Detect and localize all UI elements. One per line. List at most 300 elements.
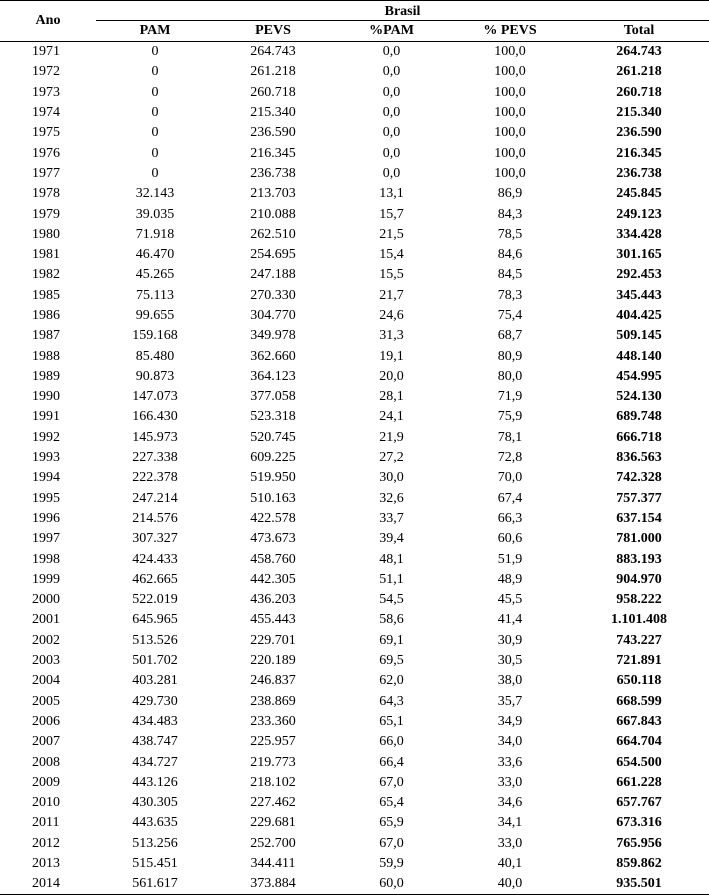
- cell-pevs: 422.578: [250, 510, 296, 526]
- cell-pct-pevs: 34,6: [497, 795, 523, 811]
- table-row: [0, 123, 709, 143]
- cell-pam: 0: [151, 165, 159, 181]
- cell-total: 345.443: [616, 287, 662, 303]
- cell-pct-pam: 15,5: [379, 267, 404, 283]
- cell-ano: 2010: [32, 795, 60, 811]
- cell-pct-pam: 21,5: [379, 226, 404, 242]
- table-row: [0, 387, 709, 407]
- cell-ano: 1980: [32, 226, 60, 242]
- cell-pevs: 344.411: [250, 856, 296, 872]
- table-row: [0, 854, 709, 874]
- cell-ano: 2002: [32, 632, 60, 648]
- cell-pct-pam: 69,5: [379, 653, 404, 669]
- table-row: [0, 103, 709, 123]
- table-row: [0, 225, 709, 245]
- cell-total: 883.193: [616, 551, 662, 567]
- cell-pam: 462.665: [132, 571, 178, 587]
- table-row: [0, 468, 709, 488]
- cell-pevs: 254.695: [250, 247, 296, 263]
- cell-pevs: 262.510: [250, 226, 296, 242]
- cell-pct-pam: 21,9: [379, 429, 404, 445]
- cell-total: 236.590: [616, 125, 662, 141]
- cell-pct-pevs: 34,9: [497, 713, 523, 729]
- cell-pct-pevs: 68,7: [497, 328, 523, 344]
- cell-pct-pam: 15,7: [379, 206, 404, 222]
- cell-pct-pam: 32,6: [379, 490, 404, 506]
- cell-total: 668.599: [616, 693, 662, 709]
- header-region: Brasil: [96, 1, 709, 21]
- cell-pevs: 364.123: [250, 368, 296, 384]
- header-pevs: PEVS: [214, 21, 332, 42]
- table-row: [0, 570, 709, 590]
- cell-pam: 166.430: [132, 409, 178, 425]
- cell-total: 935.501: [569, 874, 709, 895]
- cell-ano: 2006: [32, 713, 60, 729]
- cell-pam: 247.214: [132, 490, 178, 506]
- cell-pct-pam: 33,7: [379, 510, 404, 526]
- cell-pct-pam: 48,1: [379, 551, 404, 567]
- table-row: [0, 428, 709, 448]
- cell-pam: 0: [151, 84, 159, 100]
- cell-pct-pevs: 100,0: [494, 105, 526, 121]
- table-row: [0, 204, 709, 224]
- cell-pct-pevs: 67,4: [497, 490, 523, 506]
- cell-pam: 227.338: [132, 450, 178, 466]
- cell-total: 657.767: [616, 795, 662, 811]
- cell-pct-pevs: 100,0: [494, 145, 526, 161]
- table-row: [0, 610, 709, 630]
- table-row: [0, 732, 709, 752]
- cell-pct-pam: 30,0: [379, 470, 404, 486]
- cell-total: 245.845: [616, 186, 662, 202]
- cell-pct-pevs: 75,4: [497, 308, 523, 323]
- cell-total: 454.995: [616, 368, 662, 384]
- cell-pct-pevs: 86,9: [497, 186, 523, 202]
- cell-pct-pam: 58,6: [379, 612, 404, 628]
- cell-pam: 85.480: [135, 348, 175, 364]
- cell-total: 404.425: [616, 308, 662, 323]
- table-row: [0, 813, 709, 833]
- cell-pam: 429.730: [132, 693, 178, 709]
- cell-pevs: 458.760: [250, 551, 296, 567]
- cell-pam: 515.451: [132, 856, 178, 872]
- cell-pam: 645.965: [132, 612, 178, 628]
- table-row: [0, 83, 709, 103]
- cell-pct-pevs: 78,1: [497, 429, 523, 445]
- cell-pevs: 210.088: [250, 206, 296, 222]
- cell-pam: 159.168: [132, 328, 178, 344]
- cell-pct-pevs: 33,0: [497, 774, 523, 790]
- cell-ano: 1982: [32, 267, 60, 283]
- cell-pam: 145.973: [132, 429, 178, 445]
- table-row: [0, 590, 709, 610]
- table-row: [0, 407, 709, 427]
- cell-ano: 1981: [32, 247, 60, 263]
- cell-pct-pevs: 30,9: [497, 632, 523, 648]
- cell-ano: 1985: [32, 287, 60, 303]
- cell-pct-pevs: 100,0: [494, 84, 526, 100]
- cell-pct-pam: 39,4: [379, 531, 404, 547]
- cell-pct-pam: 60,0: [332, 874, 451, 895]
- cell-total: 742.328: [616, 470, 662, 486]
- cell-total: 1.101.408: [611, 612, 667, 628]
- cell-pam: 513.526: [132, 632, 178, 648]
- cell-pevs: 270.330: [250, 287, 296, 303]
- cell-pct-pevs: 34,0: [497, 734, 523, 750]
- cell-pam: 90.873: [135, 368, 175, 384]
- cell-pam: 438.747: [132, 734, 178, 750]
- table-row: [0, 184, 709, 204]
- cell-pam: 39.035: [135, 206, 175, 222]
- cell-pct-pevs: 78,5: [497, 226, 523, 242]
- cell-total: 301.165: [616, 247, 662, 263]
- cell-pct-pam: 27,2: [379, 450, 404, 466]
- cell-pct-pam: 13,1: [379, 186, 404, 202]
- cell-pct-pam: 0,0: [382, 105, 401, 121]
- cell-ano: 1998: [32, 551, 60, 567]
- cell-pct-pevs: 48,9: [497, 571, 523, 587]
- cell-pam: 32.143: [135, 186, 175, 202]
- cell-ano: 1999: [32, 571, 60, 587]
- cell-ano: 1971: [32, 44, 60, 60]
- cell-pam: 443.126: [132, 774, 178, 790]
- cell-pevs: 455.443: [250, 612, 296, 628]
- cell-total: 509.145: [616, 328, 662, 344]
- cell-pct-pevs: 78,3: [497, 287, 523, 303]
- cell-pam: 147.073: [132, 389, 178, 405]
- cell-pam: 513.256: [132, 835, 178, 851]
- cell-pct-pevs: 34,1: [497, 815, 523, 831]
- table-row: [0, 265, 709, 285]
- table-row: [0, 773, 709, 793]
- cell-ano: 1988: [32, 348, 60, 364]
- cell-pam: 430.305: [132, 795, 178, 811]
- cell-pevs: 510.163: [250, 490, 296, 506]
- cell-pam: 434.727: [132, 754, 178, 770]
- cell-ano: 1975: [32, 125, 60, 141]
- cell-pct-pevs: 33,0: [497, 835, 523, 851]
- table-row: [0, 326, 709, 346]
- cell-pct-pam: 66,0: [379, 734, 404, 750]
- cell-pct-pam: 19,1: [379, 348, 404, 364]
- table-row: [0, 448, 709, 468]
- cell-pevs: 219.773: [250, 754, 296, 770]
- cell-total: 524.130: [616, 389, 662, 405]
- cell-ano: 1991: [32, 409, 60, 425]
- cell-pct-pevs: 84,6: [497, 247, 523, 263]
- cell-pct-pevs: 84,5: [497, 267, 523, 283]
- table-row: [0, 306, 709, 326]
- cell-pevs: 229.701: [250, 632, 296, 648]
- cell-pct-pevs: 66,3: [497, 510, 523, 526]
- cell-pct-pam: 65,9: [379, 815, 404, 831]
- cell-total: 292.453: [616, 267, 662, 283]
- cell-pam: 46.470: [135, 247, 175, 263]
- cell-ano: 1976: [32, 145, 60, 161]
- cell-total: 673.316: [616, 815, 662, 831]
- cell-total: 781.000: [616, 531, 662, 547]
- table-row: [0, 874, 709, 895]
- cell-pct-pam: 24,6: [379, 308, 404, 323]
- cell-pevs: 519.950: [250, 470, 296, 486]
- cell-pct-pam: 0,0: [382, 125, 401, 141]
- cell-total: 334.428: [616, 226, 662, 242]
- table-header: [0, 1, 709, 42]
- cell-total: 260.718: [616, 84, 662, 100]
- cell-pct-pam: 24,1: [379, 409, 404, 425]
- table-row: [0, 286, 709, 306]
- cell-pevs: 261.218: [250, 64, 296, 80]
- cell-total: 654.500: [616, 754, 662, 770]
- cell-pct-pevs: 70,0: [497, 470, 523, 486]
- cell-pam: 0: [151, 105, 159, 121]
- cell-total: 664.704: [616, 734, 662, 750]
- cell-ano: 1994: [32, 470, 60, 486]
- cell-total: 261.218: [616, 64, 662, 80]
- cell-pevs: 436.203: [250, 592, 296, 608]
- table-row: [0, 631, 709, 651]
- table-body: [0, 42, 709, 895]
- table-row: [0, 529, 709, 549]
- cell-total: 650.118: [616, 673, 662, 689]
- cell-pct-pam: 31,3: [379, 328, 404, 344]
- cell-pevs: 362.660: [250, 348, 296, 364]
- cell-pct-pam: 54,5: [379, 592, 404, 608]
- cell-ano: 2009: [32, 774, 60, 790]
- cell-total: 667.843: [616, 713, 662, 729]
- table-row: [0, 834, 709, 854]
- cell-pam: 434.483: [132, 713, 178, 729]
- cell-ano: 1978: [32, 186, 60, 202]
- cell-ano: 2012: [32, 835, 60, 851]
- cell-ano: 1986: [32, 308, 60, 323]
- table-row: [0, 245, 709, 265]
- cell-pam: 424.433: [132, 551, 178, 567]
- cell-total: 689.748: [616, 409, 662, 425]
- cell-ano: 2008: [32, 754, 60, 770]
- cell-pct-pevs: 60,6: [497, 531, 523, 547]
- cell-pam: 403.281: [132, 673, 178, 689]
- cell-pct-pevs: 33,6: [497, 754, 523, 770]
- table-row: [0, 509, 709, 529]
- table-row: [0, 671, 709, 691]
- cell-pevs: 238.869: [250, 693, 296, 709]
- cell-pct-pam: 20,0: [379, 368, 404, 384]
- cell-total: 448.140: [616, 348, 662, 364]
- cell-ano: 1989: [32, 368, 60, 384]
- cell-pct-pevs: 45,5: [497, 592, 523, 608]
- cell-pam: 0: [151, 64, 159, 80]
- cell-total: 859.862: [616, 856, 662, 872]
- header-total: Total: [569, 21, 709, 42]
- cell-ano: 1997: [32, 531, 60, 547]
- cell-pct-pam: 0,0: [382, 64, 401, 80]
- cell-pevs: 252.700: [250, 835, 296, 851]
- cell-pct-pam: 21,7: [379, 287, 404, 303]
- cell-pevs: 349.978: [250, 328, 296, 344]
- cell-pevs: 225.957: [250, 734, 296, 750]
- cell-ano: 1996: [32, 510, 60, 526]
- cell-ano: 1993: [32, 450, 60, 466]
- cell-pam: 0: [151, 125, 159, 141]
- cell-pct-pam: 69,1: [379, 632, 404, 648]
- cell-pam: 561.617: [96, 874, 214, 895]
- cell-pevs: 264.743: [250, 44, 296, 60]
- cell-ano: 1995: [32, 490, 60, 506]
- cell-ano: 1974: [32, 105, 60, 121]
- cell-total: 757.377: [616, 490, 662, 506]
- cell-pct-pevs: 35,7: [497, 693, 523, 709]
- cell-ano: 2003: [32, 653, 60, 669]
- cell-pevs: 236.738: [250, 165, 296, 181]
- cell-ano: 2013: [32, 856, 60, 872]
- header-pam: PAM: [96, 21, 214, 42]
- cell-total: 958.222: [616, 592, 662, 608]
- cell-pct-pevs: 51,9: [497, 551, 523, 567]
- cell-pam: 522.019: [132, 592, 178, 608]
- cell-pevs: 609.225: [250, 450, 296, 466]
- cell-ano: 1987: [32, 328, 60, 344]
- cell-pct-pam: 59,9: [379, 856, 404, 872]
- cell-pevs: 229.681: [250, 815, 296, 831]
- cell-pct-pevs: 84,3: [497, 206, 523, 222]
- table-row: [0, 712, 709, 732]
- cell-pct-pam: 65,1: [379, 713, 404, 729]
- cell-pevs: 520.745: [250, 429, 296, 445]
- cell-ano: 1990: [32, 389, 60, 405]
- cell-pevs: 523.318: [250, 409, 296, 425]
- table-row: [0, 42, 709, 63]
- cell-pevs: 233.360: [250, 713, 296, 729]
- cell-total: 743.227: [616, 632, 662, 648]
- cell-pevs: 227.462: [250, 795, 296, 811]
- cell-pct-pevs: 100,0: [494, 44, 526, 60]
- cell-total: 249.123: [616, 206, 662, 222]
- cell-pct-pevs: 100,0: [494, 64, 526, 80]
- table-row: [0, 143, 709, 163]
- cell-pam: 214.576: [132, 510, 178, 526]
- header-pct-pam: %PAM: [332, 21, 451, 42]
- cell-pevs: 213.703: [250, 186, 296, 202]
- cell-pct-pevs: 80,0: [497, 368, 523, 384]
- table-row: [0, 752, 709, 772]
- cell-pevs: 373.884: [214, 874, 332, 895]
- cell-pam: 45.265: [135, 267, 175, 283]
- cell-pam: 0: [151, 145, 159, 161]
- cell-ano: 1972: [32, 64, 60, 80]
- cell-total: 836.563: [616, 450, 662, 466]
- cell-pam: 71.918: [135, 226, 175, 242]
- cell-pam: 443.635: [132, 815, 178, 831]
- cell-pct-pevs: 40,1: [497, 856, 523, 872]
- cell-pevs: 260.718: [250, 84, 296, 100]
- cell-pevs: 377.058: [250, 389, 296, 405]
- cell-pct-pevs: 100,0: [494, 125, 526, 141]
- cell-ano: 2001: [32, 612, 60, 628]
- table-row: [0, 692, 709, 712]
- cell-pevs: 215.340: [250, 105, 296, 121]
- cell-total: 264.743: [616, 44, 662, 60]
- cell-pevs: 218.102: [250, 774, 296, 790]
- cell-pct-pevs: 40,0: [451, 874, 569, 895]
- cell-pevs: 304.770: [250, 308, 296, 323]
- cell-pct-pam: 0,0: [382, 145, 401, 161]
- cell-pct-pam: 65,4: [379, 795, 404, 811]
- table-row: [0, 346, 709, 366]
- cell-total: 236.738: [616, 165, 662, 181]
- cell-pam: 75.113: [136, 287, 174, 303]
- header-pct-pevs: % PEVS: [451, 21, 569, 42]
- table-row: [0, 62, 709, 82]
- cell-ano: 2007: [32, 734, 60, 750]
- table-row: [0, 164, 709, 184]
- cell-pam: 0: [151, 44, 159, 60]
- cell-total: 661.228: [616, 774, 662, 790]
- cell-pct-pevs: 100,0: [494, 165, 526, 181]
- cell-ano: 2004: [32, 673, 60, 689]
- cell-pct-pam: 67,0: [379, 774, 404, 790]
- cell-pevs: 442.305: [250, 571, 296, 587]
- cell-pct-pam: 51,1: [379, 571, 404, 587]
- cell-pct-pam: 64,3: [379, 693, 404, 709]
- cell-total: 216.345: [616, 145, 662, 161]
- cell-pct-pam: 0,0: [382, 44, 401, 60]
- cell-pct-pevs: 38,0: [497, 673, 523, 689]
- cell-total: 721.891: [616, 653, 662, 669]
- table-row: [0, 489, 709, 509]
- cell-pct-pam: 0,0: [382, 84, 401, 100]
- cell-ano: 2000: [32, 592, 60, 608]
- cell-pam: 222.378: [132, 470, 178, 486]
- cell-ano: 1977: [32, 165, 60, 181]
- cell-pct-pevs: 71,9: [497, 389, 523, 405]
- cell-pevs: 220.189: [250, 653, 296, 669]
- table-row: [0, 651, 709, 671]
- cell-pevs: 246.837: [250, 673, 296, 689]
- cell-ano: 2011: [32, 815, 60, 831]
- cell-total: 637.154: [616, 510, 662, 526]
- cell-pct-pam: 0,0: [382, 165, 401, 181]
- cell-total: 904.970: [616, 571, 662, 587]
- table-row: [0, 549, 709, 569]
- cell-pct-pevs: 41,4: [497, 612, 523, 628]
- cell-ano: 1973: [32, 84, 60, 100]
- cell-pam: 99.655: [135, 308, 175, 323]
- cell-pct-pam: 67,0: [379, 835, 404, 851]
- table-row: [0, 367, 709, 387]
- cell-total: 215.340: [616, 105, 662, 121]
- cell-ano: 2005: [32, 693, 60, 709]
- cell-pct-pam: 62,0: [379, 673, 404, 689]
- cell-pam: 307.327: [132, 531, 178, 547]
- cell-ano: 1979: [32, 206, 60, 222]
- cell-ano: 2014: [0, 874, 96, 895]
- cell-pct-pevs: 72,8: [497, 450, 523, 466]
- cell-pct-pevs: 30,5: [497, 653, 523, 669]
- cell-ano: 1992: [32, 429, 60, 445]
- header-ano: Ano: [0, 1, 96, 42]
- cell-pam: 501.702: [132, 653, 178, 669]
- cell-pct-pevs: 80,9: [497, 348, 523, 364]
- cell-total: 666.718: [616, 429, 662, 445]
- cell-pct-pam: 66,4: [379, 754, 404, 770]
- cell-pevs: 247.188: [250, 267, 296, 283]
- cell-pevs: 473.673: [250, 531, 296, 547]
- cell-pct-pam: 28,1: [379, 389, 404, 405]
- cell-pevs: 236.590: [250, 125, 296, 141]
- cell-total: 765.956: [616, 835, 662, 851]
- cell-pct-pevs: 75,9: [497, 409, 523, 425]
